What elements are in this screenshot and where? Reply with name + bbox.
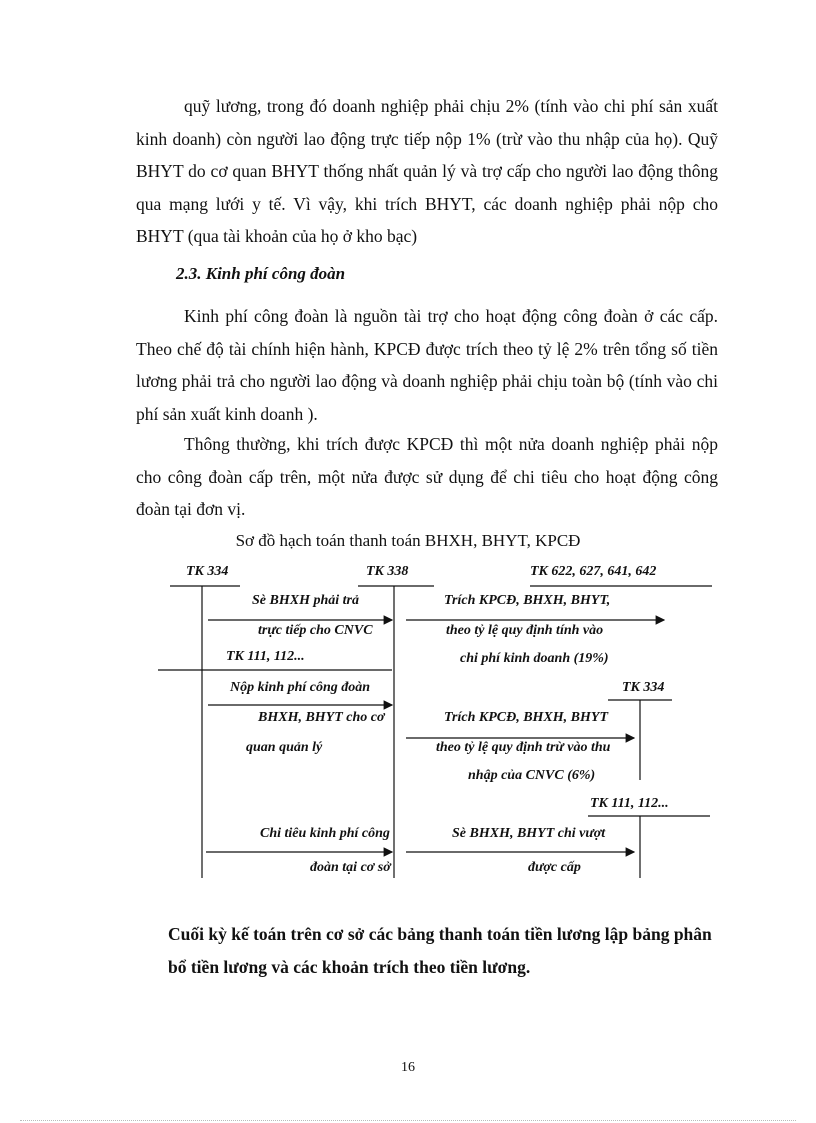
label-nop-kpcd-2: BHXH, BHYT cho cơ	[258, 710, 385, 725]
label-chi-vuot-2: được cấp	[528, 860, 581, 875]
paragraph-bhyt: quỹ lương, trong đó doanh nghiệp phải chịu 2% (tính vào chi phí sản xuất kinh doanh) còn người lao động trực tiếp nộp 1% (trừ vào thu nhập của họ). Quỹ BHYT do cơ quan BHYT thống nhất quản lý và trợ cấp cho người lao động thông qua mạng lưới y tế. Vì vậy, khi trích BHYT, các doanh nghiệp phải nộp cho BHYT (qua tài khoản của họ ở kho bạc)	[136, 96, 718, 246]
diagram-caption: Sơ đồ hạch toán thanh toán BHXH, BHYT, KPCĐ	[235, 531, 581, 550]
label-nop-kpcd-3: quan quản lý	[246, 740, 323, 755]
label-nop-kpcd-1: Nộp kinh phí công đoàn	[230, 680, 371, 695]
diagram-lines	[0, 560, 816, 890]
account-tk338: TK 338	[366, 564, 409, 579]
label-trich-kd-3: chi phí kinh doanh (19%)	[460, 651, 609, 666]
page-number: 16	[401, 1060, 415, 1075]
account-tk622: TK 622, 627, 641, 642	[530, 564, 657, 579]
label-chi-tieu-1: Chi tiêu kinh phí công	[260, 826, 390, 841]
label-trich-tn-2: theo tỷ lệ quy định trừ vào thu	[436, 740, 611, 755]
label-chi-vuot-1: Sè BHXH, BHYT chi vượt	[452, 826, 606, 841]
account-tk111-right: TK 111, 112...	[590, 796, 669, 811]
label-chi-tieu-2: đoàn tại cơ sở	[310, 860, 391, 875]
label-trich-tn-3: nhập của CNVC (6%)	[468, 768, 596, 783]
paragraph-kpcd-usage: Thông thường, khi trích được KPCĐ thì một nửa doanh nghiệp phải nộp cho công đoàn cấp trên, một nửa được sử dụng để chi tiêu cho hoạt động công đoàn tại đơn vị.	[136, 434, 718, 519]
label-bhxh-direct-1: Sè BHXH phải trả	[252, 593, 359, 608]
page-bottom-border	[20, 1120, 796, 1121]
label-trich-kd-1: Trích KPCĐ, BHXH, BHYT,	[444, 593, 611, 608]
paragraph-kpcd: Kinh phí công đoàn là nguồn tài trợ cho hoạt động công đoàn ở các cấp. Theo chế độ tài chính hiện hành, KPCĐ được trích theo tỷ lệ 2% trên tổng số tiền lương phải trả cho người lao động và doanh nghiệp phải chịu toàn bộ (tính vào chi phí sản xuất kinh doanh ).	[136, 306, 718, 424]
label-trich-tn-1: Trích KPCĐ, BHXH, BHYT	[444, 710, 608, 725]
section-heading: 2.3. Kinh phí công đoàn	[176, 264, 346, 283]
accounting-diagram	[0, 560, 816, 890]
label-trich-kd-2: theo tỷ lệ quy định tính vào	[446, 623, 604, 638]
account-tk111-left: TK 111, 112...	[226, 649, 305, 664]
conclusion-text: Cuối kỳ kế toán trên cơ sở các bảng thanh toán tiền lương lập bảng phân bổ tiền lương và các khoản trích theo tiền lương.	[168, 924, 712, 977]
account-tk334-top: TK 334	[186, 564, 229, 579]
account-tk334-right: TK 334	[622, 680, 665, 695]
label-bhxh-direct-2: trực tiếp cho CNVC	[258, 623, 373, 638]
